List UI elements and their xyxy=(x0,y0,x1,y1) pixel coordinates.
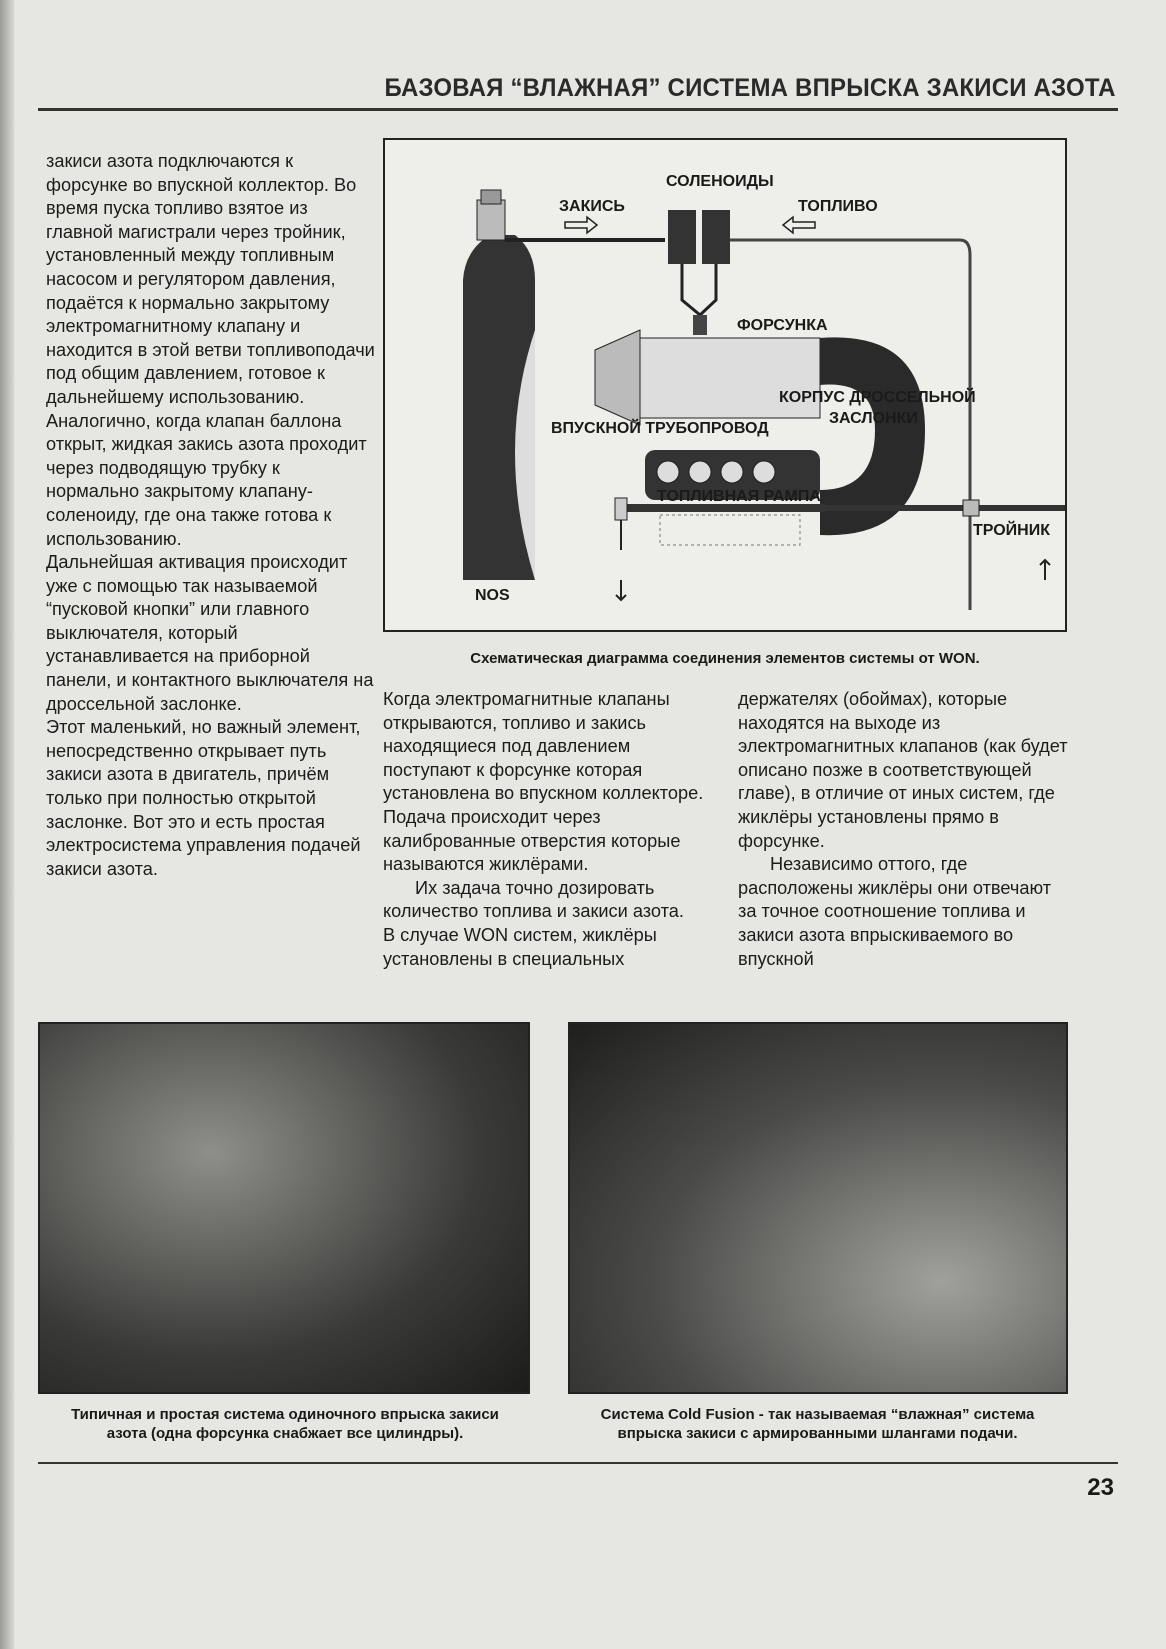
paragraph: Независимо оттого, где расположены жиклёры они отвечают за точное соотношение топлива и закиси азота впрыскиваемого во впускной xyxy=(738,854,1052,969)
label-fuel: ТОПЛИВО xyxy=(798,198,878,215)
label-fuel-rail: ТОПЛИВНАЯ РАМПА xyxy=(657,488,821,505)
footer-rule xyxy=(38,1462,1118,1464)
paragraph: держателях (обоймах), которые находятся на выходе из электромагнитных клапанов (как будет описано позже в соответствующей главе), в отличие от иных систем, где жиклёры установлены прямо в форсунке. xyxy=(738,689,1068,851)
engine-photo-single-injector xyxy=(38,1022,530,1394)
photo-caption-left xyxy=(30,1405,540,1443)
book-binding-shadow xyxy=(0,0,14,1649)
label-intake-manifold: ВПУСКНОЙ ТРУБОПРОВОД xyxy=(551,420,769,437)
label-nitrous: ЗАКИСЬ xyxy=(559,198,625,215)
right-text-column xyxy=(738,688,1068,971)
label-throttle-body-2: ЗАСЛОНКИ xyxy=(829,410,918,427)
paragraph: Их задача точно дозировать количество топлива и закиси азота. xyxy=(383,877,684,922)
caption-line: Система Cold Fusion - так называемая “влажная” система xyxy=(600,1406,1035,1423)
paragraph: Дальнейшая активация происходит уже с помощью так называемой “пусковой кнопки” или главного выключателя, который устанавливается на приборной панели, и контактного выключателя на дроссельной заслонке. xyxy=(46,552,374,714)
solenoid-icon xyxy=(668,210,696,264)
schematic-diagram xyxy=(383,138,1067,632)
caption-line: азота (одна форсунка снабжает все цилиндры). xyxy=(106,1425,464,1442)
solenoid-icon xyxy=(702,210,730,264)
page-number: 23 xyxy=(1087,1474,1114,1501)
label-solenoids: СОЛЕНОИДЫ xyxy=(666,173,774,190)
label-tee: ТРОЙНИК xyxy=(973,522,1050,539)
paragraph: В случае WON систем, жиклёры установлены в специальных xyxy=(383,924,657,969)
middle-text-column xyxy=(383,688,718,971)
paragraph: закиси азота подключаются к форсунке во впускной коллектор. Во время пуска топливо взятое из главной магистрали через тройник, установленный между топливным насосом и регулятором давления, подаётся к нормально закрытому электромагнитному клапану и находится в этой ветви топливоподачи под общим давлением, готовое к дальнейшему использованию. Аналогично, когда клапан баллона открыт, жидкая закись азота проходит через подводящую трубку к нормально закрытому клапану-соленоиду, где она также готова к использованию. xyxy=(46,151,375,549)
caption-line: впрыска закиси с армированными шлангами подачи. xyxy=(617,1425,1018,1442)
paragraph: Когда электромагнитные клапаны открываются, топливо и закись находящиеся под давлением поступают к форсунке которая установлена во впускном коллекторе. Подача происходит через калиброванные отверстия которые называются жиклёрами. xyxy=(383,689,704,875)
left-text-column xyxy=(46,150,376,881)
photo-caption-right xyxy=(560,1405,1075,1443)
diagram-caption: Схематическая диаграмма соединения элементов системы от WON. xyxy=(470,650,980,667)
label-injector: ФОРСУНКА xyxy=(737,317,828,334)
header-rule xyxy=(38,108,1118,111)
engine-photo-cold-fusion xyxy=(568,1022,1068,1394)
paragraph: Этот маленький, но важный элемент, непосредственно открывает путь закиси азота в двигатель, причём только при полностью открытой заслонке. Вот это и есть простая электросистема управления подачей закиси азота. xyxy=(46,717,361,879)
caption-line: Типичная и простая система одиночного впрыска закиси xyxy=(71,1406,499,1423)
label-throttle-body: КОРПУС ДРОССЕЛЬНОЙ xyxy=(779,389,976,406)
page-title: БАЗОВАЯ “ВЛАЖНАЯ” СИСТЕМА ВПРЫСКА ЗАКИСИ АЗОТА xyxy=(384,74,1116,102)
label-bottle: NOS xyxy=(475,587,510,604)
